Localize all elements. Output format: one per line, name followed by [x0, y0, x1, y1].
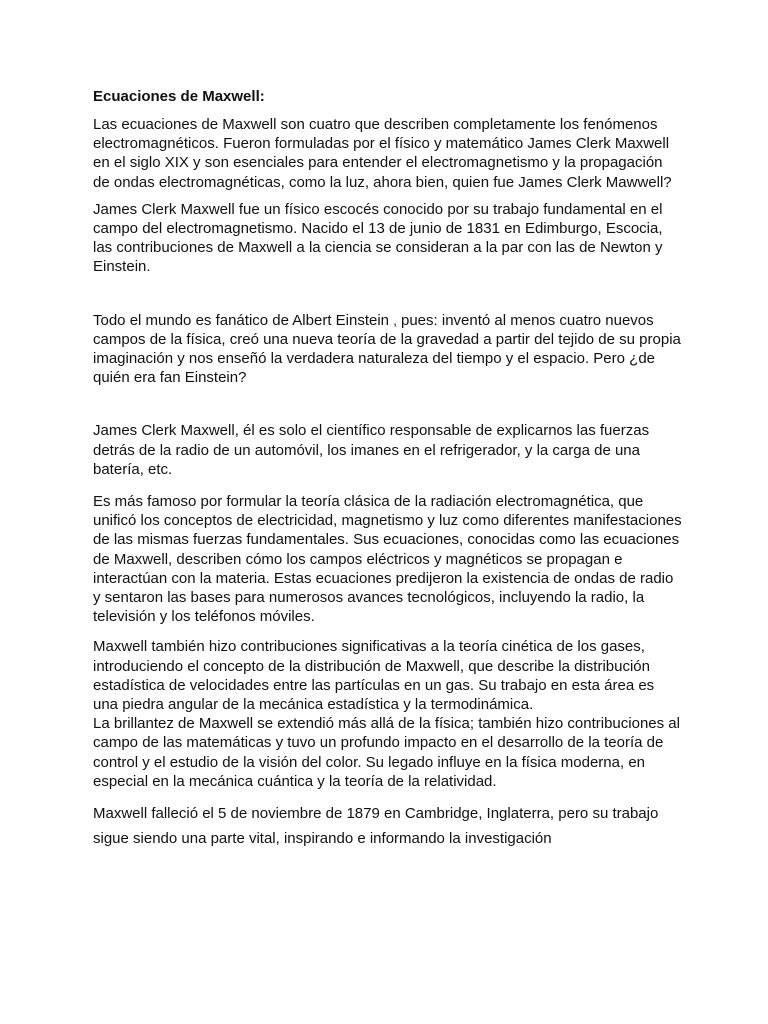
- paragraph-death: Maxwell falleció el 5 de noviembre de 1879 en Cambridge, Inglaterra, pero su trabajo sigue siendo una parte vital, inspirando e informando la investigación: [93, 805, 659, 847]
- paragraph-kinetic-theory: [93, 637, 683, 791]
- einstein-text-end: pues: inventó al menos cuatro nuevos campos de la física, creó una nueva teoría de la gravedad a partir del tejido de su propia imaginación y nos enseñó la verdadera naturaleza del tiempo y el espacio. Pero ¿de quién era fan Einstein?: [93, 311, 681, 387]
- underlined-comma: ,: [393, 312, 397, 328]
- paragraph-einstein: [93, 311, 683, 388]
- document-heading: Ecuaciones de Maxwell:: [93, 88, 265, 105]
- paragraph-biography: James Clerk Maxwell fue un físico escocés conocido por su trabajo fundamental en el campo del electromagnetismo. Nacido el 13 de junio de 1831 en Edimburgo, Escocia, las contribuciones de Maxwell a la ciencia se consideran a la par con las de Newton y Einstein.: [93, 200, 663, 276]
- document-page: [93, 87, 683, 851]
- paragraph-intro: Las ecuaciones de Maxwell son cuatro que describen completamente los fenómenos electromagnéticos. Fueron formuladas por el físico y matemático James Clerk Maxwell en el siglo XIX y son esenciales para entender el electromagnetismo y la propagación de ondas electromagnéticas, como la luz, ahora bien, quien fue James Clerk Mawwell?: [93, 116, 672, 191]
- paragraph-electromagnetic-theory: Es más famoso por formular la teoría clásica de la radiación electromagnética, que unificó los conceptos de electricidad, magnetismo y luz como diferentes manifestaciones de las mismas fuerzas fundamentales. Sus ecuaciones, conocidas como las ecuaciones de Maxwell, describen cómo los campos eléctricos y magnéticos se propagan e interactúan con la materia. Estas ecuaciones predijeron la existencia de ondas de radio y sentaron las bases para numerosos avances tecnológicos, incluyendo la radio, la televisión y los teléfonos móviles.: [93, 493, 682, 626]
- legacy-text: La brillantez de Maxwell se extendió más allá de la física; también hizo contribuciones al campo de las matemáticas y tuvo un profundo impacto en el desarrollo de la teoría de control y el estudio de la visión del color. Su legado influye en la física moderna, en especial en la mecánica cuántica y la teoría de la relatividad.: [93, 715, 680, 790]
- einstein-text-start: Todo el mundo es fanático de Albert Einstein: [93, 311, 394, 329]
- kinetic-theory-text: Maxwell también hizo contribuciones significativas a la teoría cinética de los gases, introduciendo el concepto de la distribución de Maxwell, que describe la distribución estadística de velocidades entre las partículas en un gas. Su trabajo en esta área es una piedra angular de la mecánica estadística y la termodinámica.: [93, 638, 655, 714]
- paragraph-everyday-forces: James Clerk Maxwell, él es solo el científico responsable de explicarnos las fuerzas detrás de la radio de un automóvil, los imanes en el refrigerador, y la carga de una batería, etc.: [93, 422, 650, 478]
